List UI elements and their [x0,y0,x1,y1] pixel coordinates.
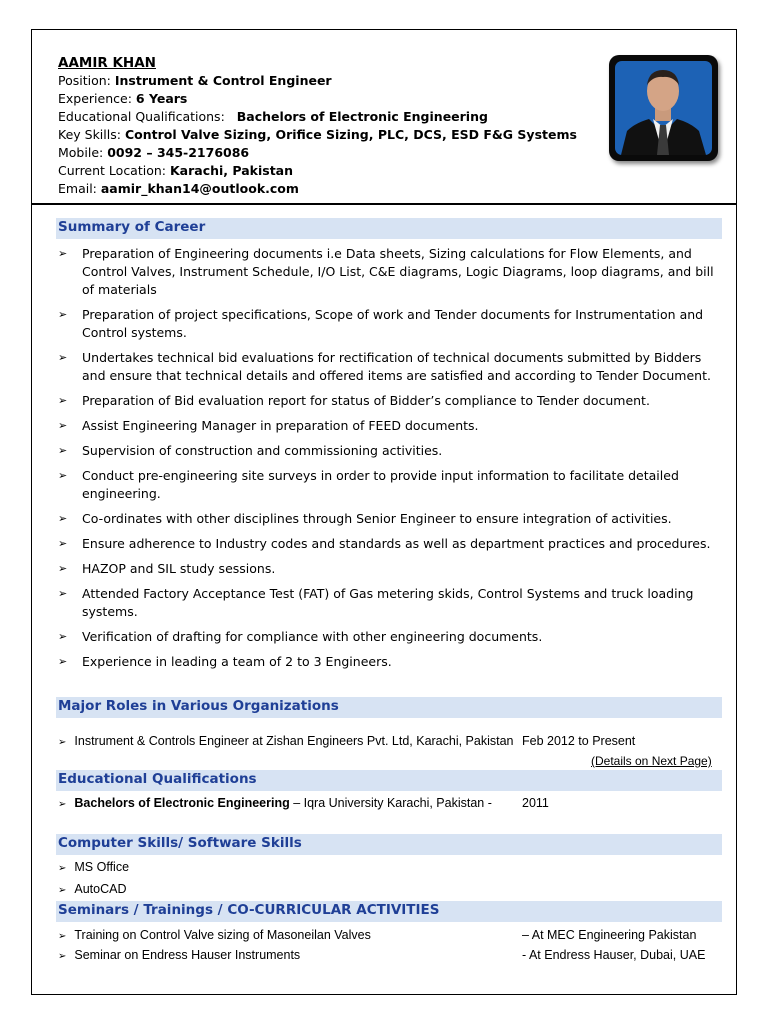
institution-text: – Iqra University Karachi, Pakistan - [289,796,492,810]
bullet-icon: ➢ [58,512,68,525]
software-title: Computer Skills/ Software Skills [58,835,302,851]
seminars-section-header [56,901,722,922]
summary-item-text: Undertakes technical bid evaluations for rectification of technical documents submitted by Bidders and ensure that technical details and offered items are satisfied and according to Tender Document. [82,350,711,383]
experience-value: 6 Years [135,91,188,106]
email-value: aamir_khan14@outlook.com [100,181,299,196]
bullet-icon: ➢ [58,308,68,321]
software-section-header [56,834,722,855]
bullet-icon: ➢ [58,444,68,457]
experience-line: Experience: 6 Years [58,91,188,106]
bullet-icon: ➢ [58,931,67,942]
software-item-autocad [58,882,127,896]
education-value: Bachelors of Electronic Engineering [236,109,488,124]
summary-item [58,417,718,435]
bullet-icon: ➢ [58,394,68,407]
summary-section-header [56,218,722,239]
seminar-location: - At Endress Hauser, Dubai, UAE [522,948,706,962]
summary-item-text: Ensure adherence to Industry codes and standards as well as department practices and procedures. [82,536,711,551]
details-note: (Details on Next Page) [591,754,712,768]
skills-line: Key Skills: Control Valve Sizing, Orifice Sizing, PLC, DCS, ESD F&G Systems [58,127,577,142]
header-divider [32,203,736,205]
summary-item [58,245,718,299]
bullet-icon: ➢ [58,737,67,748]
seminar-item [58,948,300,962]
location-line: Current Location: Karachi, Pakistan [58,163,294,178]
education-title: Educational Qualifications [58,771,257,787]
resume-header [58,54,577,198]
photo-portrait [615,61,712,155]
software-name: AutoCAD [74,882,127,896]
education-year: 2011 [522,796,549,810]
summary-item-text: Preparation of Bid evaluation report for status of Bidder’s compliance to Tender document. [82,393,650,408]
summary-item-text: Conduct pre-engineering site surveys in order to provide input information to facilitate detailed engineering. [82,468,679,501]
bullet-icon: ➢ [58,630,68,643]
bullet-icon: ➢ [58,469,68,482]
roles-title: Major Roles in Various Organizations [58,698,339,714]
summary-item [58,535,718,553]
bullet-icon: ➢ [58,587,68,600]
location-value: Karachi, Pakistan [169,163,294,178]
education-line: Educational Qualifications: Bachelors of Electronic Engineering [58,109,488,124]
mobile-line: Mobile: 0092 – 345-2176086 [58,145,250,160]
skills-value: Control Valve Sizing, Orifice Sizing, PLC, DCS, ESD F&G Systems [124,127,577,142]
roles-section-header [56,697,722,718]
position-line: Position: Instrument & Control Engineer [58,73,332,88]
summary-item-text: HAZOP and SIL study sessions. [82,561,276,576]
summary-item [58,653,718,671]
seminars-title: Seminars / Trainings / CO-CURRICULAR ACTIVITIES [58,902,440,918]
summary-item [58,392,718,410]
role-period: Feb 2012 to Present [522,734,636,748]
candidate-name: AAMIR KHAN [58,55,156,71]
summary-item-text: Experience in leading a team of 2 to 3 Engineers. [82,654,392,669]
summary-item-text: Attended Factory Acceptance Test (FAT) of Gas metering skids, Control Systems and truck loading systems. [82,586,694,619]
summary-item [58,510,718,528]
bullet-icon: ➢ [58,537,68,550]
bullet-icon: ➢ [58,863,67,874]
degree-text: Bachelors of Electronic Engineering [74,796,290,810]
seminar-name: Training on Control Valve sizing of Masoneilan Valves [74,928,371,942]
summary-item-text: Supervision of construction and commissioning activities. [82,443,443,458]
summary-item [58,349,718,385]
education-item [58,796,492,810]
summary-item-text: Preparation of project specifications, Scope of work and Tender documents for Instrumentation and Control systems. [82,307,704,340]
bullet-icon: ➢ [58,951,67,962]
education-section-header [56,770,722,791]
position-value: Instrument & Control Engineer [114,73,332,88]
summary-item [58,442,718,460]
bullet-icon: ➢ [58,419,68,432]
summary-item [58,560,718,578]
seminar-location: – At MEC Engineering Pakistan [522,928,697,942]
mobile-value: 0092 – 345-2176086 [107,145,250,160]
summary-item-text: Assist Engineering Manager in preparation of FEED documents. [82,418,479,433]
software-name: MS Office [74,860,130,874]
bullet-icon: ➢ [58,885,67,896]
role-text: Instrument & Controls Engineer at Zishan Engineers Pvt. Ltd, Karachi, Pakistan [74,734,514,748]
summary-list [58,245,718,678]
bullet-icon: ➢ [58,799,67,810]
summary-item [58,306,718,342]
summary-item [58,467,718,503]
bullet-icon: ➢ [58,247,68,260]
profile-photo [609,55,718,161]
seminar-item [58,928,371,942]
role-item [58,734,514,748]
summary-item-text: Co-ordinates with other disciplines through Senior Engineer to ensure integration of activities. [82,511,672,526]
email-line: Email: aamir_khan14@outlook.com [58,181,299,196]
bullet-icon: ➢ [58,562,68,575]
bullet-icon: ➢ [58,351,68,364]
summary-item [58,628,718,646]
bullet-icon: ➢ [58,655,68,668]
software-item-ms-office [58,860,129,874]
summary-title: Summary of Career [58,219,206,235]
seminar-name: Seminar on Endress Hauser Instruments [74,948,301,962]
summary-item-text: Preparation of Engineering documents i.e Data sheets, Sizing calculations for Flow Elements, and Control Valves, Instrument Schedule, I/O List, C&E diagrams, Logic Diagrams, loop diagrams, and bill of materials [82,246,714,297]
summary-item [58,585,718,621]
summary-item-text: Verification of drafting for compliance with other engineering documents. [82,629,543,644]
